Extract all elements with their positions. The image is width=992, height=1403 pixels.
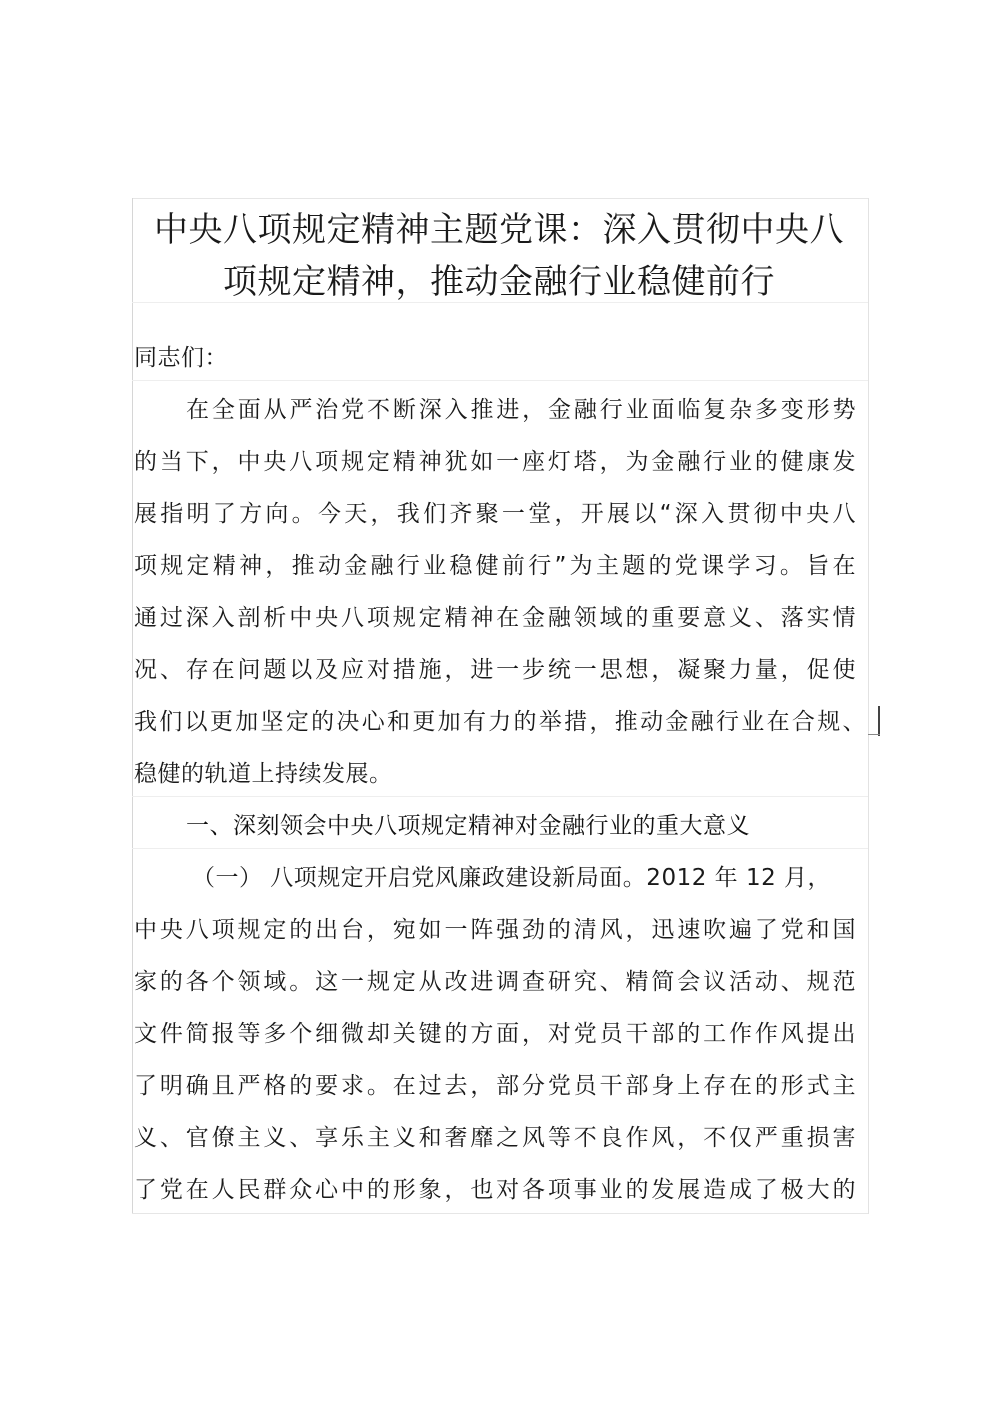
- intro-paragraph-line: 的当下，中央八项规定精神犹如一座灯塔，为金融行业的健康发: [134, 449, 856, 475]
- intro-paragraph-line: 项规定精神，推动金融行业稳健前行”为主题的党课学习。旨在: [134, 553, 856, 579]
- sub-paragraph-line: 了明确且严格的要求。在过去，部分党员干部身上存在的形式主: [134, 1073, 856, 1099]
- intro-paragraph-line: 稳健的轨道上持续发展。: [134, 761, 393, 787]
- intro-paragraph-line: 展指明了方向。今天，我们齐聚一堂，开展以“深入贯彻中央八: [134, 501, 856, 527]
- sub-paragraph-line: 中央八项规定的出台，宛如一阵强劲的清风，迅速吹遍了党和国: [134, 917, 856, 943]
- title-line-1: 中央八项规定精神主题党课：深入贯彻中央八: [154, 210, 844, 250]
- sub-paragraph-line: 文件简报等多个细微却关键的方面，对党员干部的工作作风提出: [134, 1021, 856, 1047]
- scan-frame-bottom: [132, 1213, 868, 1214]
- intro-paragraph-line: 我们以更加坚定的决心和更加有力的举措，推动金融行业在合规、: [134, 709, 866, 735]
- intro-paragraph-line: 通过深入剖析中央八项规定精神在金融领域的重要意义、落实情: [134, 605, 856, 631]
- scan-frame-top: [132, 198, 868, 199]
- margin-mark-foot: [868, 734, 880, 735]
- salutation: 同志们：: [134, 345, 228, 371]
- sub-paragraph-line: 了党在人民群众心中的形象，也对各项事业的发展造成了极大的: [134, 1177, 856, 1203]
- sub-paragraph-line: 义、官僚主义、享乐主义和奢靡之风等不良作风，不仅严重损害: [134, 1125, 856, 1151]
- intro-paragraph-line: 在全面从严治党不断深入推进，金融行业面临复杂多变形势: [186, 397, 856, 423]
- section-heading: 一、深刻领会中央八项规定精神对金融行业的重大意义: [186, 813, 750, 839]
- scan-frame-left: [132, 198, 133, 1214]
- scan-frame-right: [868, 198, 869, 1214]
- sub-paragraph-line: 家的各个领域。这一规定从改进调查研究、精简会议活动、规范: [134, 969, 856, 995]
- row-rule: [132, 796, 868, 797]
- intro-paragraph-line: 况、存在问题以及应对措施，进一步统一思想，凝聚力量，促使: [134, 657, 856, 683]
- document-title: [134, 204, 864, 308]
- row-rule: [132, 380, 868, 381]
- sub-paragraph-line: （一） 八项规定开启党风廉政建设新局面。2012 年 12 月，: [192, 865, 832, 891]
- row-rule: [132, 848, 868, 849]
- margin-mark: [878, 706, 880, 736]
- title-line-2: 项规定精神，推动金融行业稳健前行: [223, 262, 775, 302]
